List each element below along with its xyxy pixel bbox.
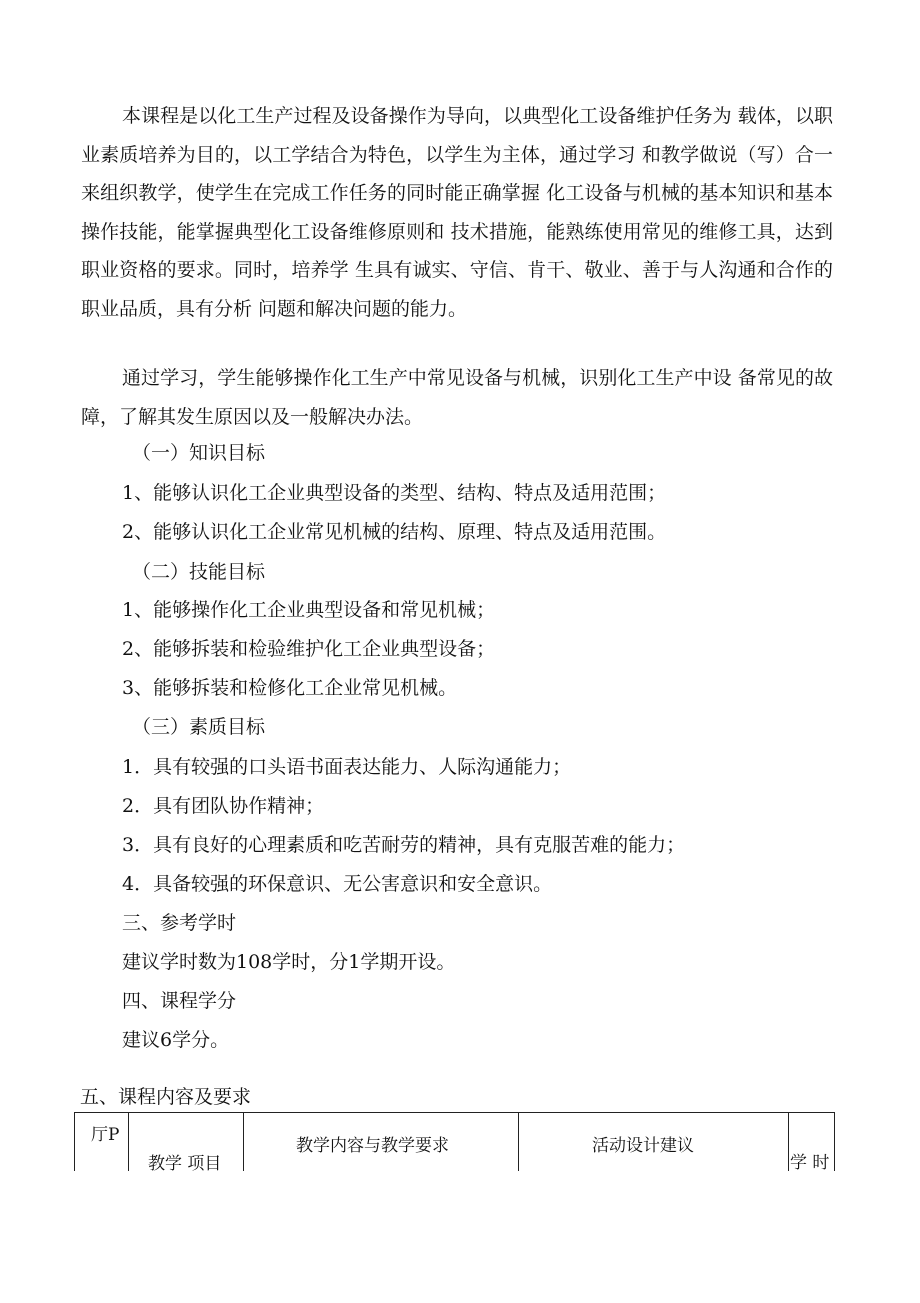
intro-paragraph-2: 通过学习，学生能够操作化工生产中常见设备与机械，识别化工生产中设 备常见的故障，了解其发生原因以及一般解决办法。 <box>81 367 833 428</box>
course-content-table <box>74 1112 835 1174</box>
skill-goal-heading: （二）技能目标 <box>132 561 266 583</box>
knowledge-goal-heading: （一）知识目标 <box>132 442 266 464</box>
knowledge-goal-item: 2、能够认识化工企业常见机械的结构、原理、特点及适用范围。 <box>122 521 667 543</box>
skill-goal-item: 1、能够操作化工企业典型设备和常见机械； <box>122 599 496 621</box>
intro-paragraph-1: 本课程是以化工生产过程及设备操作为导向，以典型化工设备维护任务为 载体，以职业素质培养为目的，以工学结合为特色，以学生为主体，通过学习 和教学做说（写）合一来组织教学，使学生在完成工作任务的同时能正确掌握 化工设备与机械的基本知识和基本操作技能，能掌握典型化工设备维修原则和 技术措施，能熟练使用常见的维修工具，达到职业资格的要求。同时，培养学 生具有诚实、守信、肯干、敬业、善于与人沟通和合作的职业品质，具有分析 问题和解决问题的能力。 <box>81 105 833 320</box>
quality-goal-item: 1．具有较强的口头语书面表达能力、人际沟通能力； <box>122 756 572 778</box>
quality-goal-item: 3．具有良好的心理素质和吃苦耐劳的精神，具有克服苦难的能力； <box>122 834 686 856</box>
content-heading: 五、课程内容及要求 <box>80 1086 252 1108</box>
header-cell-hours: 学 时 <box>789 1113 835 1171</box>
quality-goal-heading: （三）素质目标 <box>132 716 266 738</box>
skill-goal-item: 3、能够拆装和检修化工企业常见机械。 <box>122 677 458 699</box>
quality-goal-item: 2．具有团队协作精神； <box>122 795 325 817</box>
hours-heading: 三、参考学时 <box>122 912 237 934</box>
header-cell-activity: 活动设计建议 <box>519 1113 789 1171</box>
header-cell-content: 教学内容与教学要求 <box>244 1113 519 1171</box>
table-header-row <box>75 1113 835 1171</box>
knowledge-goal-item: 1、能够认识化工企业典型设备的类型、结构、特点及适用范围； <box>122 482 667 504</box>
header-cell-project: 教学 项目 <box>129 1113 244 1171</box>
skill-goal-item: 2、能够拆装和检验维护化工企业典型设备； <box>122 638 496 660</box>
credits-text: 建议6学分。 <box>122 1029 230 1051</box>
hours-text: 建议学时数为108学时，分1学期开设。 <box>122 951 456 973</box>
quality-goal-item: 4．具备较强的环保意识、无公害意识和安全意识。 <box>122 873 553 895</box>
header-cell-index: 厅P <box>75 1113 129 1171</box>
credits-heading: 四、课程学分 <box>122 990 237 1012</box>
